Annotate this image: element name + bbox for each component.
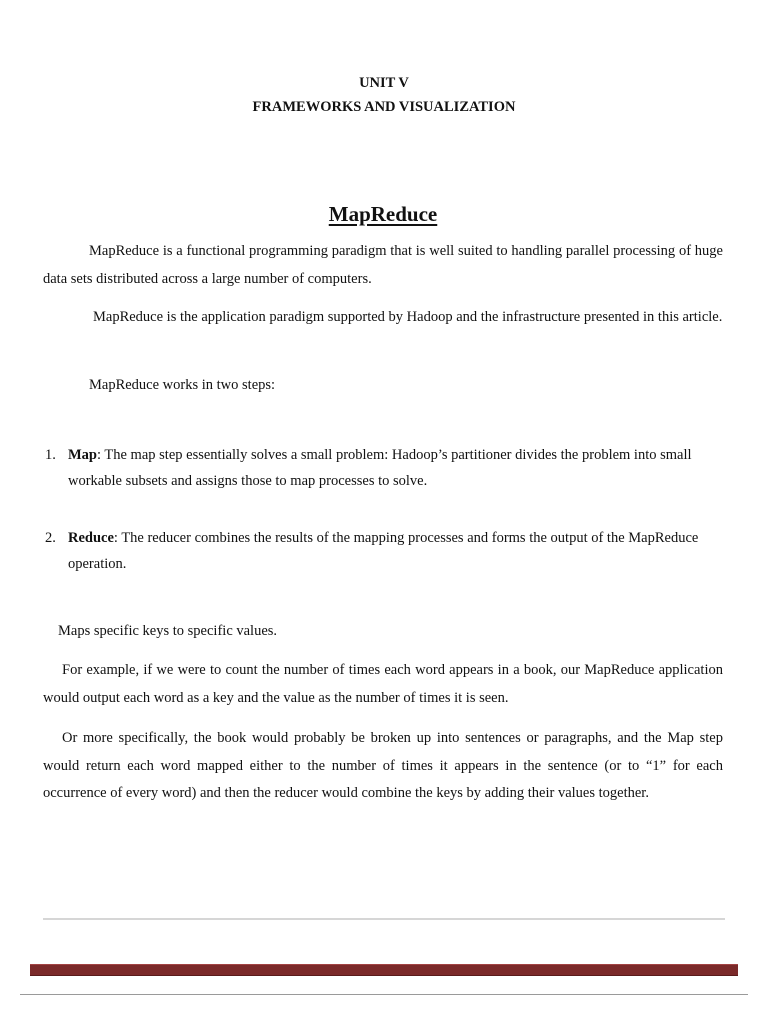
list-text: : The map step essentially solves a small problem: Hadoop’s partitioner divides the problem into small workable subsets and assigns those to map processes to solve. [68,447,692,489]
footer-rule [20,994,748,995]
list-body [68,525,723,577]
list-number: 1. [45,447,56,463]
paragraph-maps-keys: Maps specific keys to specific values. [58,623,278,639]
paragraph-specifics: Or more specifically, the book would probably be broken up into sentences or paragraphs, and the Map step would return each word mapped either to the number of times it appears in the sentence (or to “1” for each occurrence of every word) and then the reducer would combine the keys by adding their values together. [43,730,723,801]
list-item-map [43,442,723,494]
list-term: Reduce [68,530,114,546]
section-title: MapReduce [328,202,438,226]
list-body [68,442,723,494]
unit-subtitle: FRAMEWORKS AND VISUALIZATION [252,99,516,115]
list-number: 2. [45,530,56,546]
unit-heading: UNIT V [359,75,409,91]
paragraph-hadoop: MapReduce is the application paradigm supported by Hadoop and the infrastructure presented in this article. [93,309,723,325]
paragraph-example: For example, if we were to count the number of times each word appears in a book, our MapReduce application would output each word as a key and the value as the number of times it is seen. [43,662,723,706]
list-term: Map [68,447,97,463]
paragraph-intro: MapReduce is a functional programming paradigm that is well suited to handling parallel processing of huge data sets distributed across a large number of computers. [43,243,723,287]
list-text: : The reducer combines the results of the mapping processes and forms the output of the MapReduce operation. [68,530,699,572]
footer-accent-bar [30,964,738,976]
footer-divider-light [43,918,725,920]
paragraph-two-steps: MapReduce works in two steps: [89,377,276,393]
list-item-reduce [43,525,723,577]
